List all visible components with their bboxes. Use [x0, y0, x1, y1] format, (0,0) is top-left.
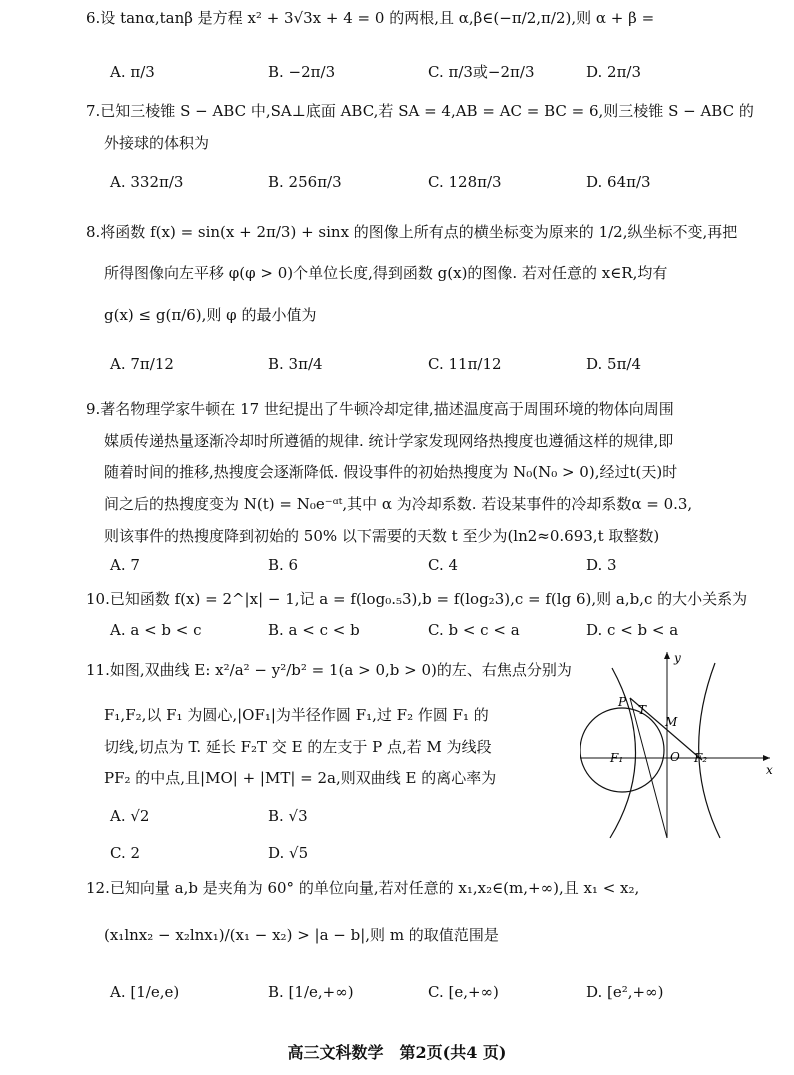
q7-option-d: D. 64π/3 — [586, 173, 651, 191]
q8-stem-line-3: g(x) ≤ g(π/6),则 φ 的最小值为 — [104, 306, 317, 324]
q6-option-b: B. −2π/3 — [268, 63, 336, 81]
q9-option-d: D. 3 — [586, 556, 617, 574]
q10-stem-line-1: 10.已知函数 f(x) = 2^|x| − 1,记 a = f(log₀.₅3),b = f(log₂3),c = f(lg 6),则 a,b,c 的大小关系为 — [86, 590, 748, 608]
q6-option-d: D. 2π/3 — [586, 63, 642, 81]
q10-option-a: A. a < b < c — [110, 621, 202, 639]
q8-option-c: C. 11π/12 — [428, 355, 502, 373]
q12-option-c: C. [e,+∞) — [428, 983, 499, 1001]
q7-stem-line-2: 外接球的体积为 — [104, 134, 210, 152]
q7-option-a: A. 332π/3 — [110, 173, 184, 191]
label-t: T — [638, 703, 647, 717]
q8-option-b: B. 3π/4 — [268, 355, 323, 373]
q7-stem-line-1: 7.已知三棱锥 S − ABC 中,SA⊥底面 ABC,若 SA = 4,AB = AC = BC = 6,则三棱锥 S − ABC 的 — [86, 102, 754, 120]
q9-option-a: A. 7 — [110, 556, 140, 574]
q10-option-c: C. b < c < a — [428, 621, 520, 639]
q9-stem-line-2: 媒质传递热量逐渐冷却时所遵循的规律. 统计学家发现网络热搜度也遵循这样的规律,即 — [104, 432, 674, 450]
q11-stem-line-4: PF₂ 的中点,且|MO| + |MT| = 2a,则双曲线 E 的离心率为 — [104, 769, 497, 787]
q8-stem-line-2: 所得图像向左平移 φ(φ > 0)个单位长度,得到函数 g(x)的图像. 若对任意的 x∈R,均有 — [104, 264, 668, 282]
hyperbola-figure — [580, 648, 775, 840]
label-f2: F₂ — [694, 751, 708, 765]
q11-option-b: B. √3 — [268, 807, 308, 825]
q11-option-d: D. √5 — [268, 844, 309, 862]
q12-option-d: D. [e²,+∞) — [586, 983, 664, 1001]
q9-stem-line-3: 随着时间的推移,热搜度会逐渐降低. 假设事件的初始热搜度为 N₀(N₀ > 0),经过t(天)时 — [104, 463, 678, 481]
x-axis-arrow — [763, 755, 770, 761]
page-footer: 高三文科数学 第2页(共4 页) — [287, 1043, 507, 1062]
q11-stem-line-3: 切线,切点为 T. 延长 F₂T 交 E 的左支于 P 点,若 M 为线段 — [104, 738, 492, 756]
y-axis-arrow — [664, 652, 670, 659]
q7-option-b: B. 256π/3 — [268, 173, 342, 191]
q12-option-b: B. [1/e,+∞) — [268, 983, 354, 1001]
q7-option-c: C. 128π/3 — [428, 173, 502, 191]
q11-option-c: C. 2 — [110, 844, 141, 862]
q12-option-a: A. [1/e,e) — [110, 983, 180, 1001]
q11-option-a: A. √2 — [110, 807, 150, 825]
q8-stem-line-1: 8.将函数 f(x) = sin(x + 2π/3) + sinx 的图像上所有点的横坐标变为原来的 1/2,纵坐标不变,再把 — [86, 223, 738, 241]
q12-stem-line-2: (x₁lnx₂ − x₂lnx₁)/(x₁ − x₂) > |a − b|,则 m 的取值范围是 — [104, 926, 499, 944]
q9-stem-line-4: 间之后的热搜度变为 N(t) = N₀e⁻ᵅᵗ,其中 α 为冷却系数. 若设某事件的冷却系数α = 0.3, — [104, 495, 693, 513]
label-o: O — [670, 750, 680, 764]
q6-option-a: A. π/3 — [110, 63, 155, 81]
q9-stem-line-1: 9.著名物理学家牛顿在 17 世纪提出了牛顿冷却定律,描述温度高于周围环境的物体向周围 — [86, 400, 674, 418]
label-y: y — [674, 651, 681, 665]
q9-option-b: B. 6 — [268, 556, 299, 574]
q9-option-c: C. 4 — [428, 556, 459, 574]
q8-option-a: A. 7π/12 — [110, 355, 174, 373]
label-x: x — [766, 763, 773, 777]
q6-stem-line-1: 6.设 tanα,tanβ 是方程 x² + 3√3x + 4 = 0 的两根,且 α,β∈(−π/2,π/2),则 α + β = — [86, 9, 655, 27]
label-f1: F₁ — [610, 751, 624, 765]
q8-option-d: D. 5π/4 — [586, 355, 642, 373]
q11-stem-line-1: 11.如图,双曲线 E: x²/a² − y²/b² = 1(a > 0,b > 0)的左、右焦点分别为 — [86, 661, 572, 679]
helper-line — [630, 698, 667, 838]
q12-stem-line-1: 12.已知向量 a,b 是夹角为 60° 的单位向量,若对任意的 x₁,x₂∈(m,+∞),且 x₁ < x₂, — [86, 879, 640, 897]
q9-stem-line-5: 则该事件的热搜度降到初始的 50% 以下需要的天数 t 至少为(ln2≈0.693,t 取整数) — [104, 527, 660, 545]
label-m: M — [665, 715, 678, 729]
q11-stem-line-2: F₁,F₂,以 F₁ 为圆心,|OF₁|为半径作圆 F₁,过 F₂ 作圆 F₁ 的 — [104, 706, 489, 724]
q10-option-b: B. a < c < b — [268, 621, 360, 639]
q10-option-d: D. c < b < a — [586, 621, 679, 639]
label-p: P — [618, 695, 627, 709]
q6-option-c: C. π/3或−2π/3 — [428, 63, 535, 81]
